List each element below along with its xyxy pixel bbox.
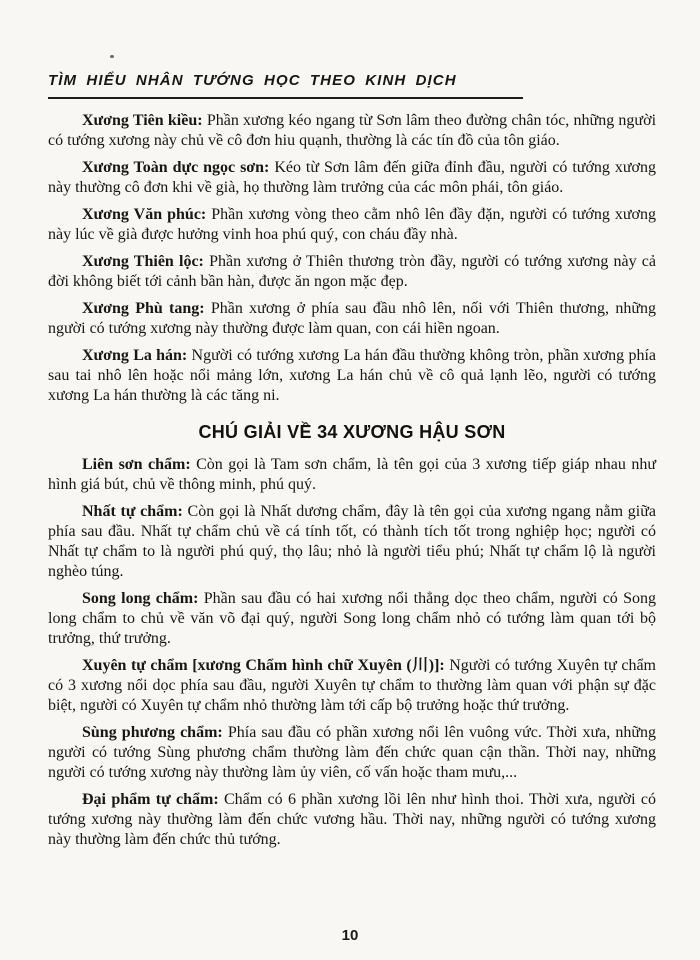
paragraph-lead: Xương Văn phúc:	[82, 206, 207, 223]
paragraph-lead: Sùng phương chẩm:	[82, 724, 223, 741]
book-title: TÌM HIỂU NHÂN TƯỚNG HỌC THEO KINH DỊCH	[48, 70, 523, 99]
para-xuong-tien-kieu	[48, 111, 656, 151]
para-xuong-phu-tang	[48, 299, 656, 339]
para-song-long-cham	[48, 589, 656, 649]
para-xuyen-tu-cham	[48, 656, 656, 716]
running-header	[48, 70, 656, 99]
para-xuong-la-han	[48, 346, 656, 406]
para-xuong-toan-duc-ngoc-son	[48, 158, 656, 198]
paragraph-lead: Xương Phù tang:	[82, 300, 205, 317]
paragraph-body: Kéo từ Sơn lâm đến giữa đỉnh đầu, người có tướng xương này thường cô đơn khi về già, họ thường làm trưởng của các môn phái, tôn giáo.	[48, 159, 657, 196]
paragraph-body: Phần xương vòng theo cằm nhô lên đầy đặn, người có tướng xương này lúc về già được hưởng vinh hoa phú quý, con cháu đầy nhà.	[48, 206, 657, 243]
paragraph-body: Phần xương kéo ngang từ Sơn lâm theo đường chân tóc, những người có tướng xương này chủ về cô đơn hiu quạnh, thường là các tín đồ của tôn giáo.	[48, 112, 657, 149]
paragraph-body: Phía sau đầu có phần xương nổi lên vuông vức. Thời xưa, những người có tướng Sùng phương chẩm thường làm đến chức quan cận thần. Thời nay, những người có tướng xương này thường làm ủy viên, cố vấn hoặc tham mưu,...	[48, 724, 657, 781]
paragraph-lead: Nhất tự chẩm:	[82, 503, 183, 520]
paragraph-body: Phần xương ở Thiên thương tròn đầy, người có tướng xương này cả đời không biết tới cảnh bần hàn, được ăn ngon mặc đẹp.	[48, 253, 657, 290]
paragraph-body: Phần sau đầu có hai xương nổi thẳng dọc theo chẩm, người có Song long chẩm to chủ về văn võ đại quý, người Song long chẩm nhỏ có tướng làm quan tới bộ trưởng, thứ trưởng.	[48, 590, 657, 647]
chu-giai-section	[48, 455, 656, 850]
paragraph-body: Còn gọi là Nhất dương chẩm, đây là tên gọi của xương ngang nằm giữa phía sau đầu. Nhất tự chẩm chủ về cá tính tốt, có thành tích tốt trong nghiệp học; người có Nhất tự chẩm to là người phú quý, thọ lâu; nhỏ là người tiểu phú; Nhất tự chẩm lộ là người nghèo túng.	[48, 503, 657, 580]
page-number: 10	[341, 927, 359, 944]
paragraph-lead: Xương Thiên lộc:	[82, 253, 204, 270]
para-dai-pham-tu-cham	[48, 790, 656, 850]
section-heading-chu-giai: CHÚ GIẢI VỀ 34 XƯƠNG HẬU SƠN	[198, 422, 506, 442]
para-nhat-tu-cham	[48, 502, 656, 582]
intro-section	[48, 111, 656, 406]
paragraph-body: Người có tướng Xuyên tự chẩm có 3 xương nổi dọc phía sau đầu, người Xuyên tự chẩm to thường làm quan với phận sự đặc biệt, người có Xuyên tự chẩm nhỏ thường làm tới cấp bộ trưởng hoặc thứ trưởng.	[48, 657, 657, 714]
paragraph-body: Chẩm có 6 phần xương lồi lên như hình thoi. Thời xưa, người có tướng xương này thường làm đến chức vương hầu. Thời nay, những người có tướng xương này thường làm đến chức thủ tướng.	[48, 791, 657, 848]
para-lien-son-cham	[48, 455, 656, 495]
paragraph-body: Còn gọi là Tam sơn chẩm, là tên gọi của 3 xương tiếp giáp nhau như hình giá bút, chủ về thông minh, phú quý.	[48, 456, 656, 493]
paragraph-lead: Liên sơn chẩm:	[82, 456, 191, 473]
para-xuong-thien-loc	[48, 252, 656, 292]
paragraph-lead: Xương La hán:	[82, 347, 188, 364]
paragraph-body: Người có tướng xương La hán đầu thường không tròn, phần xương phía sau tai nhô lên hoặc nổi mảng lớn, xương La hán chủ về cô quả lạnh lẽo, người có tướng xương La hán thường là các tăng ni.	[48, 347, 657, 404]
para-xuong-van-phuc	[48, 205, 656, 245]
paragraph-lead: Song long chẩm:	[82, 590, 199, 607]
paragraph-lead: Xương Tiên kiều:	[82, 112, 203, 129]
paragraph-body: Phần xương ở phía sau đầu nhô lên, nối với Thiên thương, những người có tướng xương này thường được làm quan, con cái hiền ngoan.	[48, 300, 657, 337]
paragraph-lead: Xuyên tự chẩm [xương Chẩm hình chữ Xuyên (川)]:	[82, 657, 445, 674]
paragraph-lead: Xương Toàn dực ngọc sơn:	[82, 159, 270, 176]
para-sung-phuong-cham	[48, 723, 656, 783]
ink-speck-decoration	[110, 55, 114, 58]
paragraph-lead: Đại phẩm tự chẩm:	[82, 791, 219, 808]
